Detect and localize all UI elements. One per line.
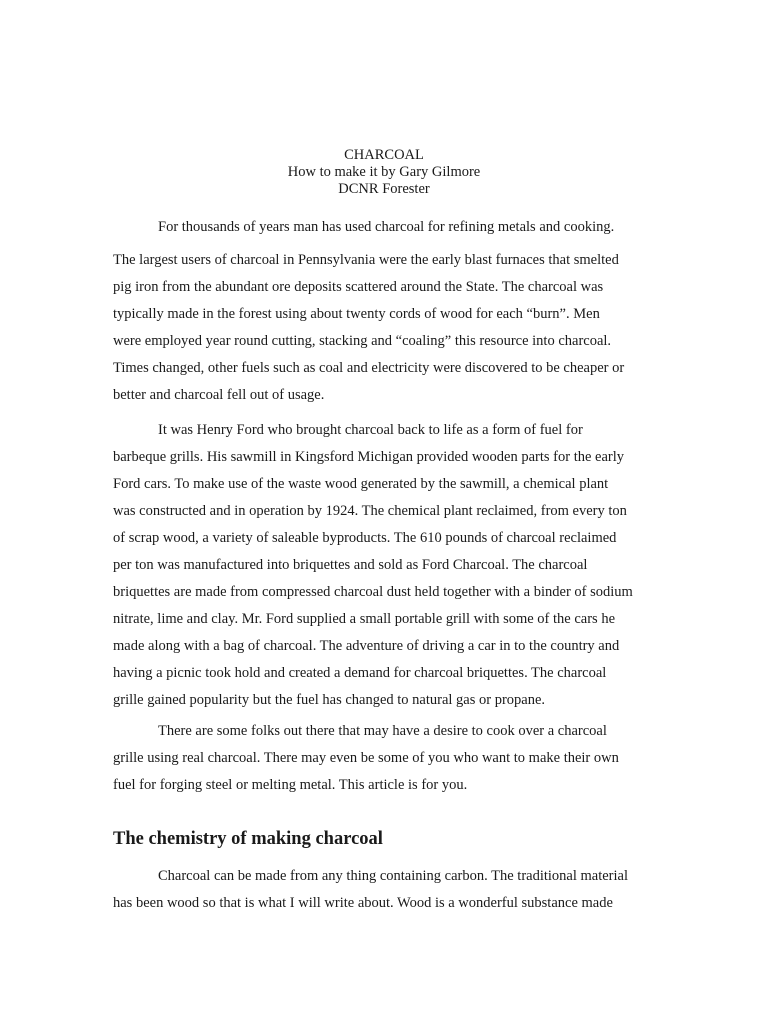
paragraph-line: The largest users of charcoal in Pennsylvania were the early blast furnaces that smelted xyxy=(113,252,619,268)
paragraph-line: were employed year round cutting, stacking and “coaling” this resource into charcoal. xyxy=(113,333,612,349)
paragraph-chemistry xyxy=(113,863,655,917)
paragraph-line: has been wood so that is what I will write about. Wood is a wonderful substance made xyxy=(113,895,613,911)
document-title: CHARCOAL xyxy=(344,147,424,163)
document-page xyxy=(113,0,655,1024)
section-heading: The chemistry of making charcoal xyxy=(113,829,383,849)
paragraph-ford xyxy=(113,417,655,714)
paragraph-line: grille using real charcoal. There may even be some of you who want to make their own xyxy=(113,750,619,766)
paragraph-line: pig iron from the abundant ore deposits scattered around the State. The charcoal was xyxy=(113,279,604,295)
paragraph-line: nitrate, lime and clay. Mr. Ford supplied a small portable grill with some of the cars he xyxy=(113,611,616,627)
paragraph-line: For thousands of years man has used charcoal for refining metals and cooking. xyxy=(158,219,615,235)
paragraph-line: There are some folks out there that may have a desire to cook over a charcoal xyxy=(158,723,607,739)
paragraph-line: typically made in the forest using about twenty cords of wood for each “burn”. Men xyxy=(113,306,600,322)
paragraph-history xyxy=(113,247,655,409)
paragraph-line: Charcoal can be made from any thing containing carbon. The traditional material xyxy=(158,868,629,884)
paragraph-line: having a picnic took hold and created a demand for charcoal briquettes. The charcoal xyxy=(113,665,607,681)
document-subtitle: How to make it by Gary Gilmore xyxy=(287,164,481,180)
paragraph-line: grille gained popularity but the fuel has changed to natural gas or propane. xyxy=(113,692,546,708)
title-block xyxy=(113,147,655,198)
paragraph-line: better and charcoal fell out of usage. xyxy=(113,387,325,403)
paragraph-line: made along with a bag of charcoal. The adventure of driving a car in to the country and xyxy=(113,638,620,654)
paragraph-line: Ford cars. To make use of the waste wood generated by the sawmill, a chemical plant xyxy=(113,476,609,492)
paragraph-line: per ton was manufactured into briquettes and sold as Ford Charcoal. The charcoal xyxy=(113,557,588,573)
paragraph-line: It was Henry Ford who brought charcoal back to life as a form of fuel for xyxy=(158,422,583,438)
paragraph-line: barbeque grills. His sawmill in Kingsford Michigan provided wooden parts for the early xyxy=(113,449,625,465)
paragraph-audience xyxy=(113,718,655,799)
paragraph-line: of scrap wood, a variety of saleable byproducts. The 610 pounds of charcoal reclaimed xyxy=(113,530,617,546)
paragraph-line: fuel for forging steel or melting metal. This article is for you. xyxy=(113,777,468,793)
paragraph-line: was constructed and in operation by 1924. The chemical plant reclaimed, from every ton xyxy=(113,503,627,519)
paragraph-intro xyxy=(113,214,655,241)
author-title: DCNR Forester xyxy=(338,181,430,197)
paragraph-line: briquettes are made from compressed charcoal dust held together with a binder of sodium xyxy=(113,584,633,600)
paragraph-line: Times changed, other fuels such as coal and electricity were discovered to be cheaper or xyxy=(113,360,625,376)
